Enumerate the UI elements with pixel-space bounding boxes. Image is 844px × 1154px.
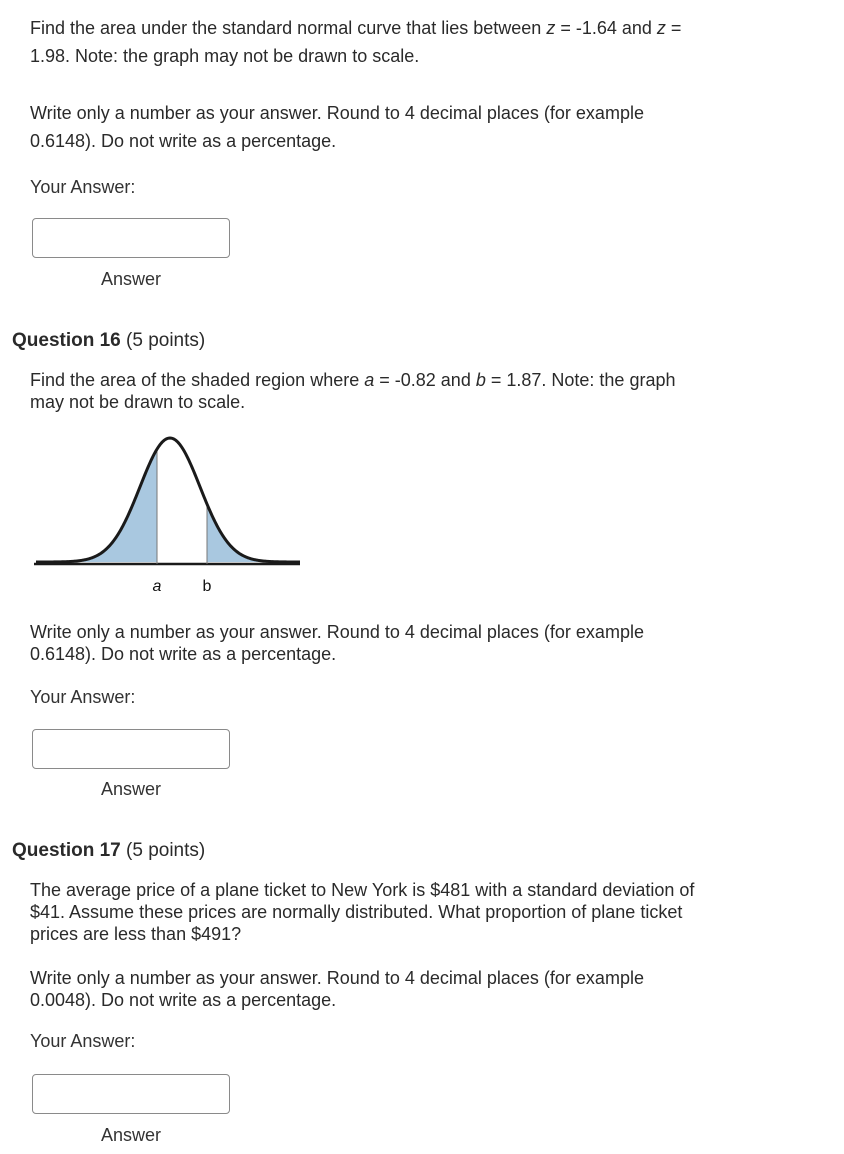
q16-eq-a: = -0.82 and xyxy=(374,370,476,390)
q17-answer-input[interactable] xyxy=(32,1074,230,1114)
q16-instructions xyxy=(30,621,644,665)
q16-your-answer-label: Your Answer: xyxy=(30,687,136,707)
q16-points: (5 points) xyxy=(120,330,206,351)
q17-header xyxy=(12,840,205,862)
q17-prompt-line2: $41. Assume these prices are normally distributed. What proportion of plane ticket xyxy=(30,902,683,922)
q15-answer-caption: Answer xyxy=(101,269,162,289)
q16-eq-b: = 1.87. Note: the graph xyxy=(485,370,676,390)
q17-prompt-line1: The average price of a plane ticket to New York is $481 with a standard deviation of xyxy=(30,880,695,900)
q15-prompt-line1 xyxy=(30,14,681,42)
q17-title: Question 17 xyxy=(12,840,121,861)
q15-instruction-line2: 0.6148). Do not write as a percentage. xyxy=(30,131,337,151)
q17-prompt-line3: prices are less than $491? xyxy=(30,924,242,944)
q17-answer-caption: Answer xyxy=(101,1125,162,1145)
q15-prompt-line2: 1.98. Note: the graph may not be drawn to scale. xyxy=(30,46,420,66)
q15-var-z1: z xyxy=(546,18,556,38)
q17-prompt xyxy=(30,879,694,945)
q16-var-b: b xyxy=(475,370,486,390)
normal-curve xyxy=(36,438,300,562)
q17-points: (5 points) xyxy=(120,840,206,861)
q16-prompt-line1 xyxy=(30,369,675,391)
q16-prompt-line2: may not be drawn to scale. xyxy=(30,392,246,412)
q15-prompt-text: Find the area under the standard normal curve that lies between xyxy=(30,18,547,38)
normal-curve-graph xyxy=(30,430,310,600)
q17-your-answer-label: Your Answer: xyxy=(30,1031,136,1051)
q16-instruction-line2: 0.6148). Do not write as a percentage. xyxy=(30,644,337,664)
q15-var-z2: z xyxy=(656,18,666,38)
q15-prompt xyxy=(30,14,681,70)
graph-label-b: b xyxy=(202,578,212,595)
q15-eq-z2: = xyxy=(665,18,682,38)
q16-prompt-text: Find the area of the shaded region where xyxy=(30,370,365,390)
q16-title: Question 16 xyxy=(12,330,121,351)
shaded-region-left xyxy=(36,449,157,562)
q17-instruction-line1: Write only a number as your answer. Round to 4 decimal places (for example xyxy=(30,968,644,988)
q17-instructions xyxy=(30,967,644,1011)
q15-answer-input[interactable] xyxy=(32,218,230,258)
q15-your-answer-label: Your Answer: xyxy=(30,177,136,197)
q16-prompt xyxy=(30,369,675,413)
q15-eq-z1: = -1.64 and xyxy=(555,18,657,38)
q16-answer-caption: Answer xyxy=(101,779,162,799)
q16-header xyxy=(12,330,205,352)
q16-answer-input[interactable] xyxy=(32,729,230,769)
q17-instruction-line2: 0.0048). Do not write as a percentage. xyxy=(30,990,337,1010)
q16-instruction-line1: Write only a number as your answer. Round to 4 decimal places (for example xyxy=(30,622,644,642)
q15-instructions xyxy=(30,99,644,155)
graph-label-a: a xyxy=(152,578,162,595)
q15-instruction-line1: Write only a number as your answer. Round to 4 decimal places (for example xyxy=(30,103,644,123)
q16-var-a: a xyxy=(364,370,375,390)
